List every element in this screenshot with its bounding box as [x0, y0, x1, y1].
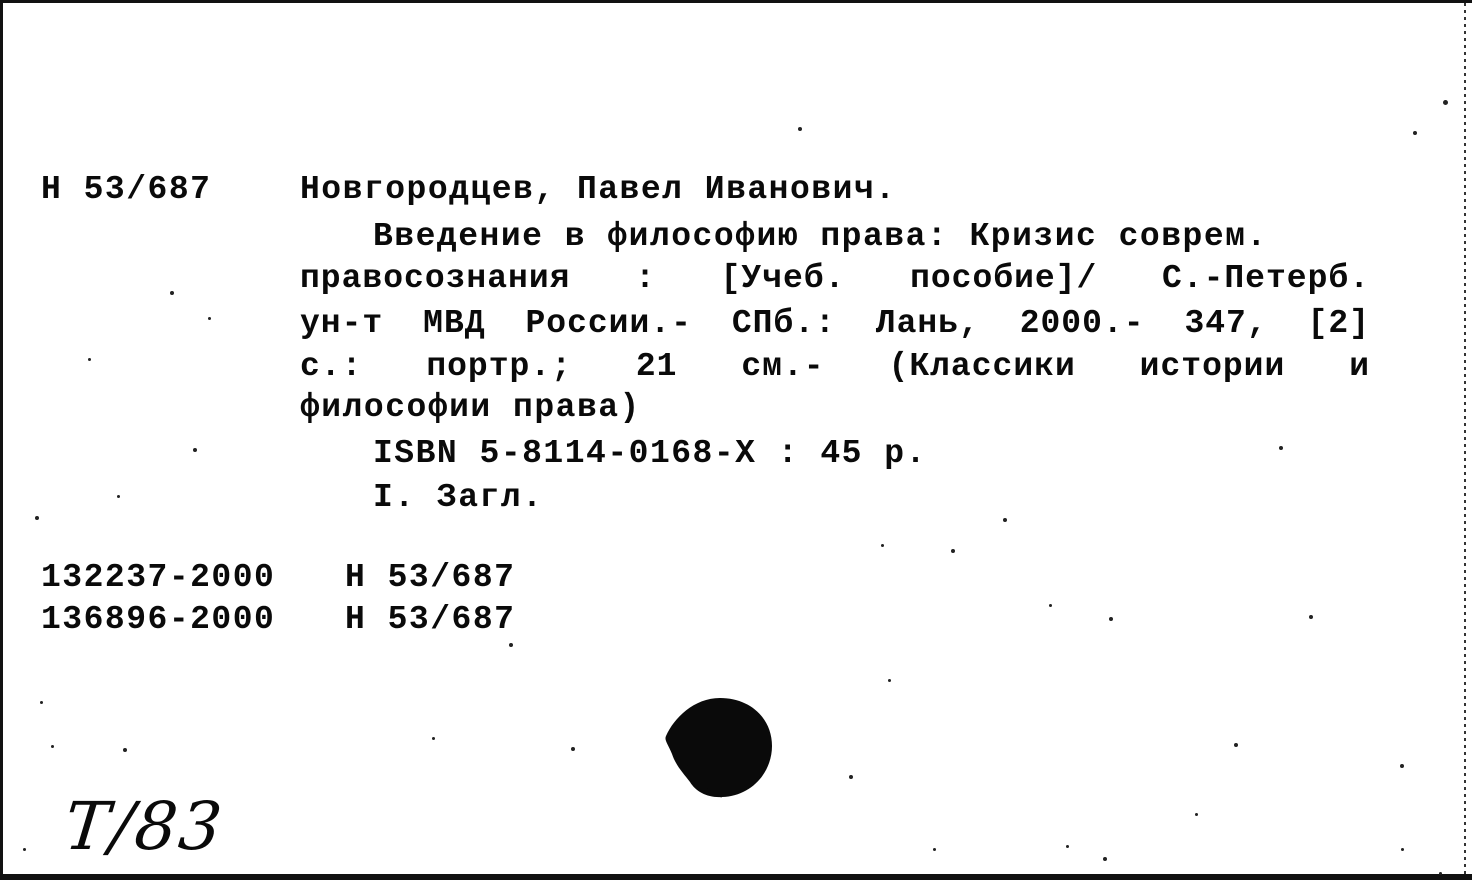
tracing-line: I. Загл. — [373, 479, 544, 516]
inventory-call-number: Н 53/687 — [345, 559, 516, 596]
inventory-call-number: Н 53/687 — [345, 601, 516, 638]
author-heading: Новгородцев, Павел Иванович. — [300, 171, 897, 208]
handwritten-note: Т/83 — [60, 788, 228, 865]
isbn-line: ISBN 5-8114-0168-X : 45 р. — [373, 435, 927, 472]
punch-hole-icon — [664, 696, 776, 800]
call-number: Н 53/687 — [41, 171, 212, 208]
title-line-3: ун-т МВД России.- СПб.: Лань, 2000.- 347, [2] — [300, 305, 1370, 342]
inventory-number: 136896-2000 — [41, 601, 276, 638]
title-line-1: Введение в философию права: Кризис соврем. — [373, 218, 1268, 255]
title-line-4: с.: портр.; 21 см.- (Классики истории и — [300, 348, 1370, 385]
title-line-5: философии права) — [300, 389, 641, 426]
card-edge — [1464, 3, 1466, 874]
title-line-2: правосознания : [Учеб. пособие]/ С.-Петерб. — [300, 260, 1370, 297]
inventory-number: 132237-2000 — [41, 559, 276, 596]
